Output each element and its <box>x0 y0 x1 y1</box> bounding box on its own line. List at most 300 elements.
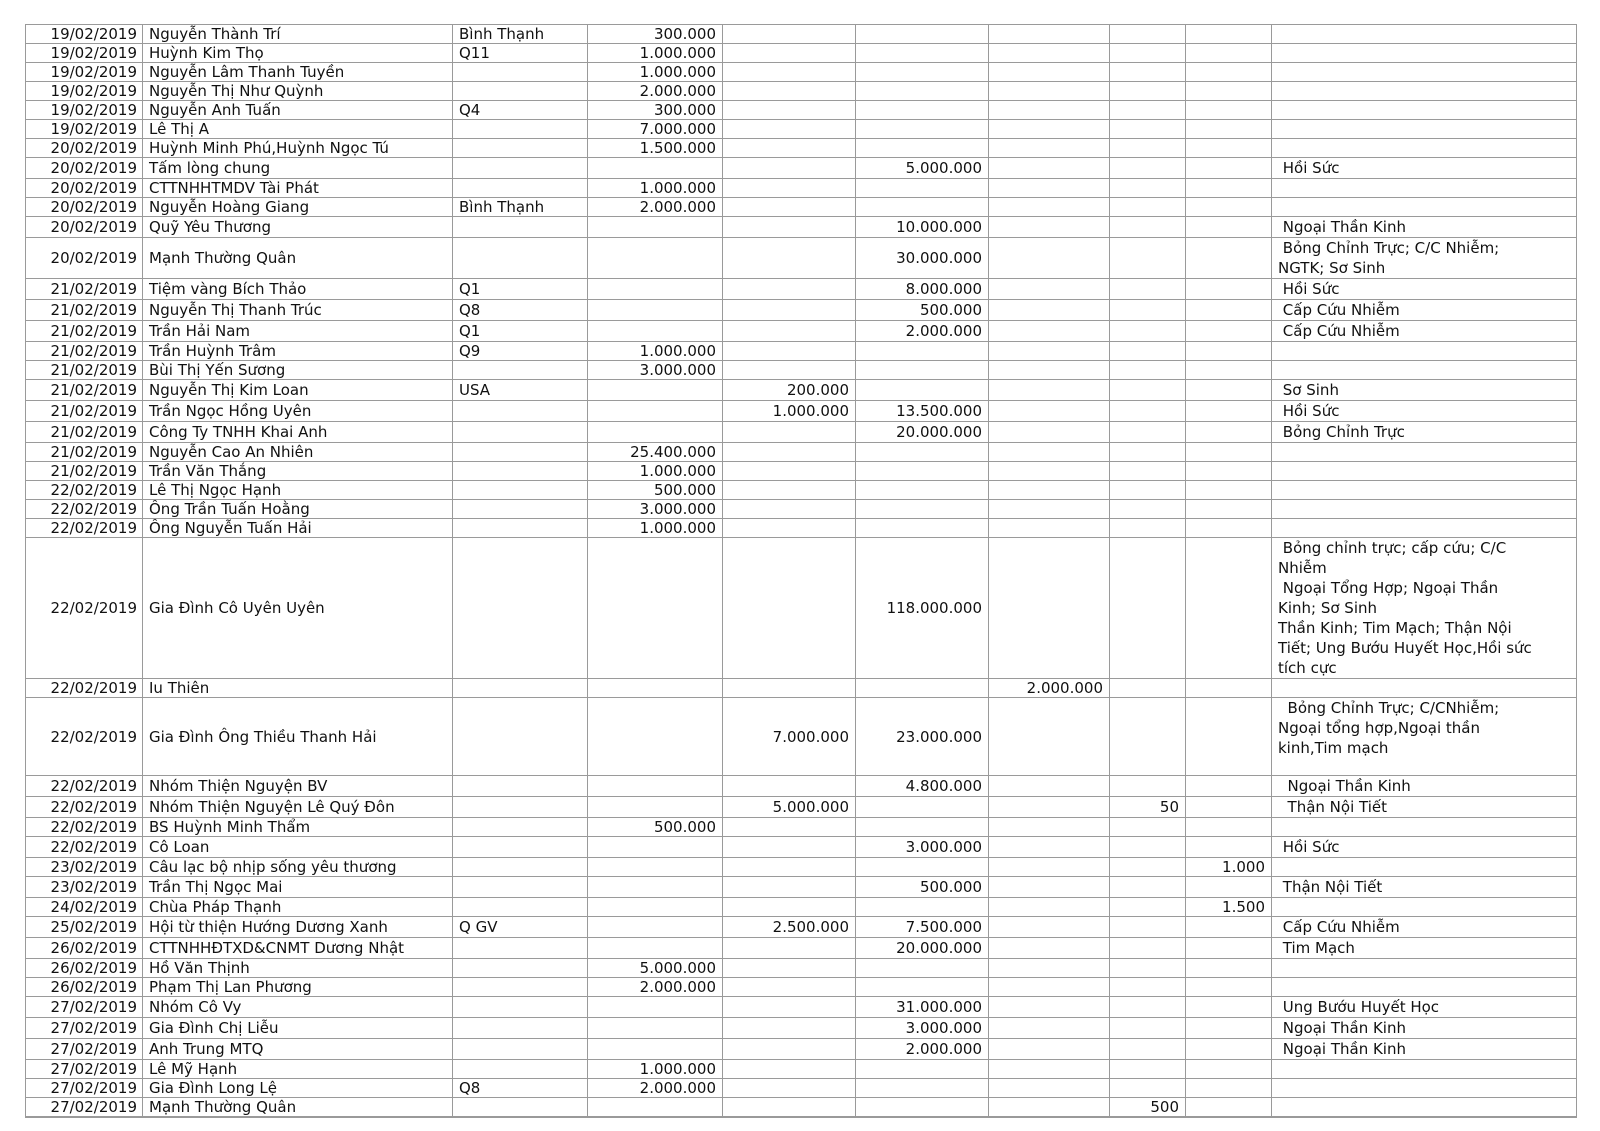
amount-cell-6 <box>1186 198 1272 217</box>
department-note-cell: Bỏng chỉnh trực; cấp cứu; C/C Nhiễm Ngoại Tổng Hợp; Ngoại Thần Kinh; Sơ Sinh Thần Kinh; Tim Mạch; Thận Nội Tiết; Ung Bướu Huyết Học,Hồi sức tích cực <box>1272 538 1577 679</box>
amount-cell-4 <box>989 25 1110 44</box>
table-row <box>26 858 1577 877</box>
date-cell: 19/02/2019 <box>26 101 143 120</box>
table-row <box>26 1098 1577 1118</box>
table-row <box>26 198 1577 217</box>
table-row <box>26 401 1577 422</box>
table-row <box>26 938 1577 959</box>
amount-cell-4: 2.000.000 <box>989 679 1110 698</box>
amount-cell-4 <box>989 500 1110 519</box>
amount-cell-5 <box>1110 858 1186 877</box>
amount-cell-1: 2.000.000 <box>588 978 723 997</box>
address-cell: Q11 <box>453 44 588 63</box>
amount-cell-2 <box>723 279 856 300</box>
date-cell: 22/02/2019 <box>26 797 143 818</box>
amount-cell-5 <box>1110 837 1186 858</box>
department-note-cell: Ung Bướu Huyết Học <box>1272 997 1577 1018</box>
table-row <box>26 238 1577 279</box>
address-cell <box>453 139 588 158</box>
department-note-cell <box>1272 679 1577 698</box>
address-cell <box>453 538 588 679</box>
amount-cell-5 <box>1110 63 1186 82</box>
donor-name-cell: Hồ Văn Thịnh <box>143 959 453 978</box>
table-row <box>26 917 1577 938</box>
address-cell: Q1 <box>453 321 588 342</box>
date-cell: 22/02/2019 <box>26 837 143 858</box>
address-cell <box>453 978 588 997</box>
amount-cell-2 <box>723 481 856 500</box>
amount-cell-6 <box>1186 679 1272 698</box>
amount-cell-5: 500 <box>1110 1098 1186 1118</box>
amount-cell-5 <box>1110 158 1186 179</box>
amount-cell-5 <box>1110 342 1186 361</box>
amount-cell-2 <box>723 238 856 279</box>
department-note-cell: Ngoại Thần Kinh <box>1272 1018 1577 1039</box>
amount-cell-4 <box>989 462 1110 481</box>
date-cell: 22/02/2019 <box>26 679 143 698</box>
amount-cell-3 <box>856 1098 989 1118</box>
amount-cell-6 <box>1186 321 1272 342</box>
amount-cell-2 <box>723 538 856 679</box>
amount-cell-6 <box>1186 401 1272 422</box>
address-cell <box>453 82 588 101</box>
amount-cell-1 <box>588 1098 723 1118</box>
donor-name-cell: Trần Văn Thắng <box>143 462 453 481</box>
amount-cell-2 <box>723 500 856 519</box>
amount-cell-3 <box>856 179 989 198</box>
table-row <box>26 101 1577 120</box>
amount-cell-1 <box>588 538 723 679</box>
amount-cell-3: 13.500.000 <box>856 401 989 422</box>
donor-name-cell: Gia Đình Ông Thiều Thanh Hải <box>143 698 453 776</box>
department-note-cell <box>1272 198 1577 217</box>
date-cell: 21/02/2019 <box>26 321 143 342</box>
date-cell: 26/02/2019 <box>26 938 143 959</box>
amount-cell-6 <box>1186 1039 1272 1060</box>
donor-name-cell: Ông Trần Tuấn Hoằng <box>143 500 453 519</box>
amount-cell-2 <box>723 1018 856 1039</box>
department-note-cell <box>1272 481 1577 500</box>
amount-cell-2: 2.500.000 <box>723 917 856 938</box>
amount-cell-2 <box>723 25 856 44</box>
amount-cell-5 <box>1110 1039 1186 1060</box>
amount-cell-1: 500.000 <box>588 818 723 837</box>
address-cell <box>453 217 588 238</box>
amount-cell-6 <box>1186 519 1272 538</box>
date-cell: 22/02/2019 <box>26 519 143 538</box>
amount-cell-3 <box>856 797 989 818</box>
amount-cell-4 <box>989 101 1110 120</box>
amount-cell-5 <box>1110 818 1186 837</box>
donor-name-cell: Lê Thị Ngọc Hạnh <box>143 481 453 500</box>
date-cell: 21/02/2019 <box>26 422 143 443</box>
address-cell <box>453 158 588 179</box>
amount-cell-1 <box>588 797 723 818</box>
amount-cell-3: 20.000.000 <box>856 938 989 959</box>
amount-cell-5 <box>1110 25 1186 44</box>
donor-name-cell: Cô Loan <box>143 837 453 858</box>
amount-cell-3 <box>856 462 989 481</box>
amount-cell-2 <box>723 898 856 917</box>
amount-cell-3: 4.800.000 <box>856 776 989 797</box>
amount-cell-6 <box>1186 44 1272 63</box>
department-note-cell <box>1272 101 1577 120</box>
amount-cell-1: 2.000.000 <box>588 1079 723 1098</box>
amount-cell-2: 1.000.000 <box>723 401 856 422</box>
amount-cell-4 <box>989 82 1110 101</box>
amount-cell-2 <box>723 217 856 238</box>
amount-cell-1 <box>588 380 723 401</box>
donor-name-cell: Nguyễn Hoàng Giang <box>143 198 453 217</box>
amount-cell-3 <box>856 858 989 877</box>
amount-cell-3 <box>856 361 989 380</box>
amount-cell-3 <box>856 481 989 500</box>
amount-cell-2: 5.000.000 <box>723 797 856 818</box>
table-row <box>26 25 1577 44</box>
amount-cell-5 <box>1110 422 1186 443</box>
amount-cell-5 <box>1110 120 1186 139</box>
amount-cell-4 <box>989 1060 1110 1079</box>
donor-name-cell: Nguyễn Anh Tuấn <box>143 101 453 120</box>
address-cell: Q GV <box>453 917 588 938</box>
amount-cell-4 <box>989 519 1110 538</box>
amount-cell-4 <box>989 44 1110 63</box>
amount-cell-3: 5.000.000 <box>856 158 989 179</box>
department-note-cell <box>1272 818 1577 837</box>
date-cell: 21/02/2019 <box>26 443 143 462</box>
amount-cell-5 <box>1110 44 1186 63</box>
amount-cell-1: 300.000 <box>588 101 723 120</box>
amount-cell-4 <box>989 1098 1110 1118</box>
amount-cell-6 <box>1186 797 1272 818</box>
amount-cell-1 <box>588 279 723 300</box>
amount-cell-5 <box>1110 179 1186 198</box>
date-cell: 22/02/2019 <box>26 500 143 519</box>
table-row <box>26 1079 1577 1098</box>
amount-cell-2: 200.000 <box>723 380 856 401</box>
amount-cell-1: 3.000.000 <box>588 361 723 380</box>
amount-cell-1 <box>588 401 723 422</box>
amount-cell-3 <box>856 898 989 917</box>
address-cell <box>453 959 588 978</box>
department-note-cell: Sơ Sinh <box>1272 380 1577 401</box>
amount-cell-2 <box>723 997 856 1018</box>
address-cell <box>453 938 588 959</box>
amount-cell-4 <box>989 837 1110 858</box>
department-note-cell: Cấp Cứu Nhiễm <box>1272 300 1577 321</box>
amount-cell-1: 1.500.000 <box>588 139 723 158</box>
donor-name-cell: Chùa Pháp Thạnh <box>143 898 453 917</box>
donor-name-cell: Nguyễn Thị Kim Loan <box>143 380 453 401</box>
amount-cell-6: 1.000 <box>1186 858 1272 877</box>
donor-name-cell: Iu Thiên <box>143 679 453 698</box>
amount-cell-1: 1.000.000 <box>588 462 723 481</box>
table-row <box>26 342 1577 361</box>
amount-cell-6 <box>1186 1079 1272 1098</box>
amount-cell-6 <box>1186 120 1272 139</box>
donor-name-cell: Mạnh Thường Quân <box>143 238 453 279</box>
donor-name-cell: Gia Đình Chị Liễu <box>143 1018 453 1039</box>
amount-cell-3: 8.000.000 <box>856 279 989 300</box>
amount-cell-6 <box>1186 462 1272 481</box>
amount-cell-3: 31.000.000 <box>856 997 989 1018</box>
amount-cell-4 <box>989 959 1110 978</box>
department-note-cell: Hồi Sức <box>1272 837 1577 858</box>
date-cell: 27/02/2019 <box>26 1098 143 1118</box>
department-note-cell: Ngoại Thần Kinh <box>1272 1039 1577 1060</box>
donor-name-cell: Gia Đình Long Lệ <box>143 1079 453 1098</box>
amount-cell-1 <box>588 776 723 797</box>
table-row <box>26 1060 1577 1079</box>
amount-cell-5 <box>1110 462 1186 481</box>
amount-cell-1: 1.000.000 <box>588 44 723 63</box>
address-cell <box>453 443 588 462</box>
department-note-cell <box>1272 1079 1577 1098</box>
donor-name-cell: Nguyễn Thành Trí <box>143 25 453 44</box>
amount-cell-5 <box>1110 82 1186 101</box>
amount-cell-6 <box>1186 25 1272 44</box>
donor-name-cell: Tiệm vàng Bích Thảo <box>143 279 453 300</box>
amount-cell-4 <box>989 300 1110 321</box>
amount-cell-5 <box>1110 481 1186 500</box>
date-cell: 21/02/2019 <box>26 300 143 321</box>
table-row <box>26 1018 1577 1039</box>
date-cell: 22/02/2019 <box>26 818 143 837</box>
amount-cell-6 <box>1186 1060 1272 1079</box>
date-cell: 21/02/2019 <box>26 401 143 422</box>
amount-cell-3 <box>856 63 989 82</box>
amount-cell-2 <box>723 1060 856 1079</box>
table-row <box>26 443 1577 462</box>
amount-cell-6 <box>1186 158 1272 179</box>
amount-cell-1: 300.000 <box>588 25 723 44</box>
amount-cell-4 <box>989 342 1110 361</box>
amount-cell-1 <box>588 858 723 877</box>
amount-cell-3: 3.000.000 <box>856 1018 989 1039</box>
amount-cell-1: 1.000.000 <box>588 1060 723 1079</box>
department-note-cell: Cấp Cứu Nhiễm <box>1272 321 1577 342</box>
amount-cell-2 <box>723 63 856 82</box>
department-note-cell: Tim Mạch <box>1272 938 1577 959</box>
address-cell <box>453 519 588 538</box>
amount-cell-2 <box>723 1098 856 1118</box>
amount-cell-3 <box>856 959 989 978</box>
department-note-cell: Hồi Sức <box>1272 401 1577 422</box>
date-cell: 24/02/2019 <box>26 898 143 917</box>
amount-cell-6 <box>1186 538 1272 679</box>
amount-cell-2 <box>723 858 856 877</box>
amount-cell-5 <box>1110 139 1186 158</box>
amount-cell-2 <box>723 959 856 978</box>
date-cell: 27/02/2019 <box>26 997 143 1018</box>
amount-cell-1 <box>588 938 723 959</box>
table-row <box>26 179 1577 198</box>
amount-cell-6 <box>1186 818 1272 837</box>
address-cell <box>453 858 588 877</box>
amount-cell-4 <box>989 139 1110 158</box>
amount-cell-1: 2.000.000 <box>588 82 723 101</box>
address-cell <box>453 698 588 776</box>
amount-cell-2 <box>723 44 856 63</box>
amount-cell-4 <box>989 361 1110 380</box>
donor-name-cell: Bùi Thị Yến Sương <box>143 361 453 380</box>
amount-cell-2 <box>723 1079 856 1098</box>
table-row <box>26 679 1577 698</box>
date-cell: 21/02/2019 <box>26 279 143 300</box>
amount-cell-5 <box>1110 1018 1186 1039</box>
amount-cell-5: 50 <box>1110 797 1186 818</box>
amount-cell-4 <box>989 797 1110 818</box>
amount-cell-5 <box>1110 443 1186 462</box>
table-row <box>26 321 1577 342</box>
amount-cell-6 <box>1186 698 1272 776</box>
amount-cell-1 <box>588 898 723 917</box>
date-cell: 22/02/2019 <box>26 776 143 797</box>
amount-cell-6 <box>1186 1098 1272 1118</box>
amount-cell-2 <box>723 978 856 997</box>
amount-cell-4 <box>989 997 1110 1018</box>
ledger-body <box>26 25 1577 1118</box>
amount-cell-2 <box>723 82 856 101</box>
department-note-cell <box>1272 443 1577 462</box>
department-note-cell <box>1272 1060 1577 1079</box>
donor-name-cell: Nguyễn Thị Như Quỳnh <box>143 82 453 101</box>
amount-cell-3 <box>856 380 989 401</box>
address-cell <box>453 481 588 500</box>
date-cell: 19/02/2019 <box>26 44 143 63</box>
date-cell: 27/02/2019 <box>26 1039 143 1060</box>
amount-cell-1 <box>588 837 723 858</box>
amount-cell-1 <box>588 158 723 179</box>
amount-cell-4 <box>989 380 1110 401</box>
donor-name-cell: Nhóm Thiện Nguyện BV <box>143 776 453 797</box>
amount-cell-5 <box>1110 1060 1186 1079</box>
donor-name-cell: Câu lạc bộ nhịp sống yêu thương <box>143 858 453 877</box>
amount-cell-5 <box>1110 917 1186 938</box>
address-cell <box>453 238 588 279</box>
date-cell: 20/02/2019 <box>26 179 143 198</box>
amount-cell-2 <box>723 139 856 158</box>
amount-cell-5 <box>1110 101 1186 120</box>
department-note-cell <box>1272 858 1577 877</box>
amount-cell-2 <box>723 462 856 481</box>
table-row <box>26 698 1577 776</box>
amount-cell-5 <box>1110 217 1186 238</box>
department-note-cell <box>1272 25 1577 44</box>
amount-cell-3 <box>856 82 989 101</box>
amount-cell-2 <box>723 818 856 837</box>
amount-cell-1 <box>588 217 723 238</box>
amount-cell-6 <box>1186 997 1272 1018</box>
amount-cell-5 <box>1110 519 1186 538</box>
amount-cell-1 <box>588 300 723 321</box>
date-cell: 20/02/2019 <box>26 139 143 158</box>
amount-cell-1 <box>588 698 723 776</box>
amount-cell-6 <box>1186 217 1272 238</box>
amount-cell-3: 2.000.000 <box>856 1039 989 1060</box>
table-row <box>26 877 1577 898</box>
address-cell <box>453 422 588 443</box>
amount-cell-2 <box>723 158 856 179</box>
department-note-cell: Hồi Sức <box>1272 158 1577 179</box>
amount-cell-1: 1.000.000 <box>588 342 723 361</box>
amount-cell-6 <box>1186 776 1272 797</box>
department-note-cell <box>1272 519 1577 538</box>
department-note-cell: Thận Nội Tiết <box>1272 797 1577 818</box>
date-cell: 27/02/2019 <box>26 1018 143 1039</box>
department-note-cell: Bỏng Chỉnh Trực; C/CNhiễm; Ngoại tổng hợp,Ngoại thần kinh,Tim mạch <box>1272 698 1577 776</box>
amount-cell-5 <box>1110 1079 1186 1098</box>
department-note-cell <box>1272 978 1577 997</box>
amount-cell-2 <box>723 198 856 217</box>
amount-cell-5 <box>1110 361 1186 380</box>
table-row <box>26 422 1577 443</box>
department-note-cell: Bỏng Chỉnh Trực <box>1272 422 1577 443</box>
address-cell <box>453 797 588 818</box>
amount-cell-5 <box>1110 380 1186 401</box>
date-cell: 21/02/2019 <box>26 361 143 380</box>
amount-cell-1: 2.000.000 <box>588 198 723 217</box>
amount-cell-1 <box>588 877 723 898</box>
date-cell: 27/02/2019 <box>26 1079 143 1098</box>
amount-cell-4 <box>989 443 1110 462</box>
date-cell: 26/02/2019 <box>26 959 143 978</box>
donor-name-cell: Huỳnh Minh Phú,Huỳnh Ngọc Tú <box>143 139 453 158</box>
address-cell <box>453 1018 588 1039</box>
amount-cell-4 <box>989 279 1110 300</box>
date-cell: 25/02/2019 <box>26 917 143 938</box>
amount-cell-5 <box>1110 938 1186 959</box>
amount-cell-3: 30.000.000 <box>856 238 989 279</box>
amount-cell-1 <box>588 238 723 279</box>
amount-cell-6 <box>1186 82 1272 101</box>
amount-cell-5 <box>1110 538 1186 679</box>
amount-cell-5 <box>1110 500 1186 519</box>
amount-cell-4 <box>989 481 1110 500</box>
amount-cell-5 <box>1110 898 1186 917</box>
table-row <box>26 978 1577 997</box>
amount-cell-4 <box>989 538 1110 679</box>
date-cell: 21/02/2019 <box>26 380 143 401</box>
amount-cell-6 <box>1186 978 1272 997</box>
address-cell <box>453 361 588 380</box>
amount-cell-1: 500.000 <box>588 481 723 500</box>
amount-cell-6 <box>1186 877 1272 898</box>
department-note-cell <box>1272 82 1577 101</box>
date-cell: 26/02/2019 <box>26 978 143 997</box>
address-cell: Q8 <box>453 300 588 321</box>
department-note-cell <box>1272 1098 1577 1118</box>
date-cell: 19/02/2019 <box>26 120 143 139</box>
amount-cell-5 <box>1110 776 1186 797</box>
donor-name-cell: Nguyễn Cao An Nhiên <box>143 443 453 462</box>
amount-cell-2 <box>723 519 856 538</box>
amount-cell-1 <box>588 997 723 1018</box>
amount-cell-5 <box>1110 997 1186 1018</box>
table-row <box>26 120 1577 139</box>
amount-cell-3 <box>856 1060 989 1079</box>
amount-cell-2 <box>723 422 856 443</box>
address-cell: Bình Thạnh <box>453 198 588 217</box>
amount-cell-2 <box>723 938 856 959</box>
donor-name-cell: Nhóm Cô Vy <box>143 997 453 1018</box>
amount-cell-6 <box>1186 342 1272 361</box>
amount-cell-3 <box>856 342 989 361</box>
amount-cell-4 <box>989 938 1110 959</box>
table-row <box>26 837 1577 858</box>
amount-cell-6 <box>1186 422 1272 443</box>
date-cell: 27/02/2019 <box>26 1060 143 1079</box>
